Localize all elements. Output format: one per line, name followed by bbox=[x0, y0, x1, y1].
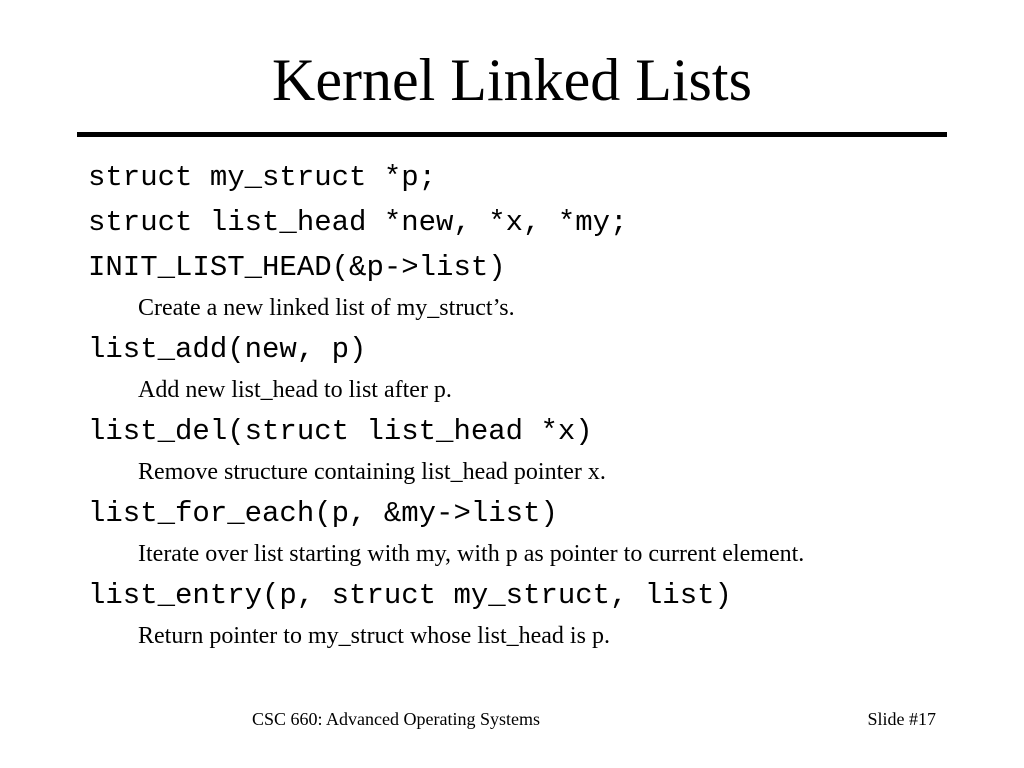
slide-title: Kernel Linked Lists bbox=[272, 47, 752, 113]
code-line-declare-p: struct my_struct *p; bbox=[88, 161, 437, 194]
slide-body bbox=[88, 155, 988, 655]
desc-init-list-head: Create a new linked list of my_struct’s. bbox=[138, 295, 515, 321]
desc-list-entry: Return pointer to my_struct whose list_head is p. bbox=[138, 623, 610, 649]
code-line-list-for-each: list_for_each(p, &my->list) bbox=[88, 497, 558, 530]
code-line-declare-heads: struct list_head *new, *x, *my; bbox=[88, 206, 628, 239]
code-line-init-list-head: INIT_LIST_HEAD(&p->list) bbox=[88, 251, 506, 284]
desc-list-for-each: Iterate over list starting with my, with p as pointer to current element. bbox=[138, 541, 805, 567]
title-divider bbox=[77, 132, 947, 137]
desc-list-add: Add new list_head to list after p. bbox=[138, 377, 452, 403]
code-line-list-del: list_del(struct list_head *x) bbox=[88, 415, 593, 448]
footer-course-name: CSC 660: Advanced Operating Systems bbox=[252, 709, 540, 729]
code-line-list-entry: list_entry(p, struct my_struct, list) bbox=[88, 579, 732, 612]
desc-list-del: Remove structure containing list_head pointer x. bbox=[138, 459, 606, 485]
footer-slide-number: Slide #17 bbox=[867, 709, 936, 729]
code-line-list-add: list_add(new, p) bbox=[88, 333, 367, 366]
